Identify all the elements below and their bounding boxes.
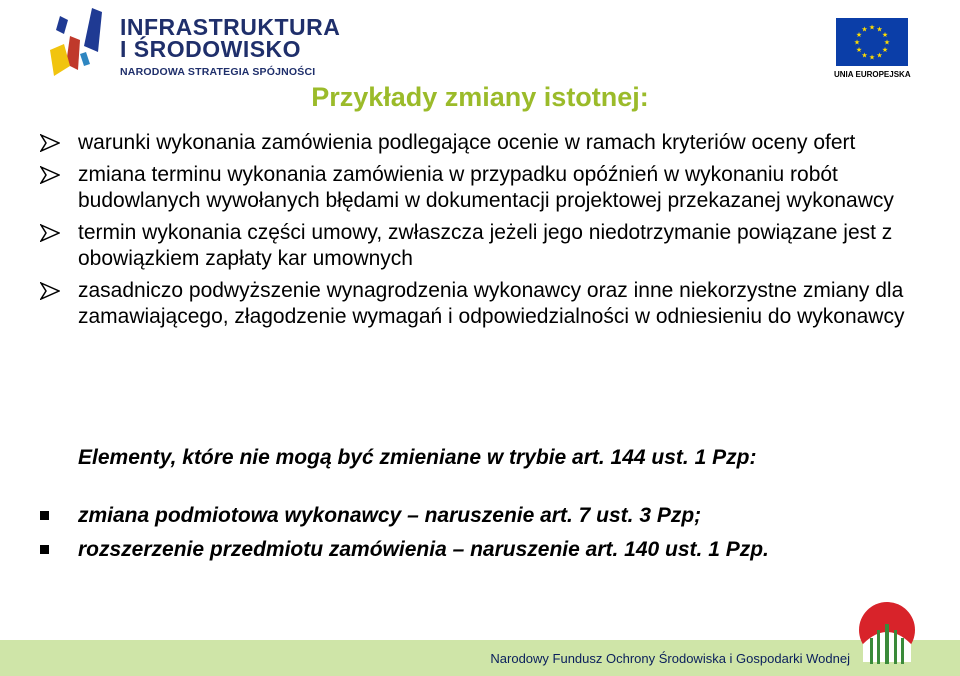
slide-title: Przykłady zmiany istotnej: [311, 82, 649, 112]
arrowhead-bullet-icon [40, 224, 60, 242]
list-item-text: rozszerzenie przedmiotu zamówienia – naruszenie art. 140 ust. 1 Pzp. [78, 538, 769, 561]
arrowhead-bullet-icon [40, 134, 60, 152]
eu-star-icon: ★ [881, 47, 889, 54]
eu-star-icon: ★ [861, 26, 868, 34]
list-item [40, 220, 930, 272]
eu-star-icon: ★ [853, 39, 861, 47]
list-item [40, 503, 900, 529]
footer-bar [0, 640, 960, 676]
footer-text: Narodowy Fundusz Ochrony Środowiska i Gospodarki Wodnej [490, 651, 850, 666]
eu-star-icon: ★ [881, 32, 889, 39]
change-examples-list [40, 130, 930, 336]
infrastruktura-srodowisko-logo [40, 6, 341, 82]
eu-star-icon: ★ [868, 54, 876, 62]
logo-line-3: NARODOWA STRATEGIA SPÓJNOŚCI [120, 66, 316, 78]
eu-label: UNIA EUROPEJSKA [834, 70, 911, 79]
logo-line-1: INFRASTRUKTURA [120, 14, 341, 40]
eu-star-icon: ★ [855, 32, 863, 39]
list-item-text: zmiana podmiotowa wykonawcy – naruszenie art. 7 ust. 3 Pzp; [78, 504, 702, 527]
nfosigw-logo [855, 600, 919, 670]
eu-logo [834, 18, 910, 82]
eu-star-icon: ★ [876, 52, 883, 60]
eu-star-icon: ★ [868, 24, 876, 32]
list-item [40, 278, 930, 330]
square-bullet-icon [40, 511, 49, 520]
prohibited-changes-list [40, 503, 900, 571]
list-item-text: warunki wykonania zamówienia podlegające ocenie w ramach kryteriów oceny ofert [78, 131, 856, 154]
eu-star-icon: ★ [861, 52, 868, 60]
list-item-text: zasadniczo podwyższenie wynagrodzenia wykonawcy oraz inne niekorzystne zmiany dla zamawiającego, złagodzenie wymagań i odpowiedzialności w odniesieniu do wykonawcy [78, 279, 905, 328]
eu-star-icon: ★ [883, 39, 891, 47]
eu-star-icon: ★ [876, 26, 883, 34]
star-logo-icon [40, 6, 118, 82]
logo-line-2: I ŚRODOWISKO [120, 36, 302, 62]
list-item [40, 162, 930, 214]
eu-flag-icon [836, 18, 908, 66]
list-item [40, 130, 930, 156]
list-item [40, 537, 900, 563]
list-item-text: termin wykonania części umowy, zwłaszcza jeżeli jego niedotrzymanie powiązane jest z obowiązkiem zapłaty kar umownych [78, 221, 893, 270]
arrowhead-bullet-icon [40, 282, 60, 300]
subheading: Elementy, które nie mogą być zmieniane w trybie art. 144 ust. 1 Pzp: [78, 446, 757, 469]
list-item-text: zmiana terminu wykonania zamówienia w przypadku opóźnień w wykonaniu robót budowlanych wywołanych błędami w dokumentacji projektowej przekazanej wykonawcy [78, 163, 894, 212]
arrowhead-bullet-icon [40, 166, 60, 184]
eu-star-icon: ★ [855, 47, 863, 54]
square-bullet-icon [40, 545, 49, 554]
